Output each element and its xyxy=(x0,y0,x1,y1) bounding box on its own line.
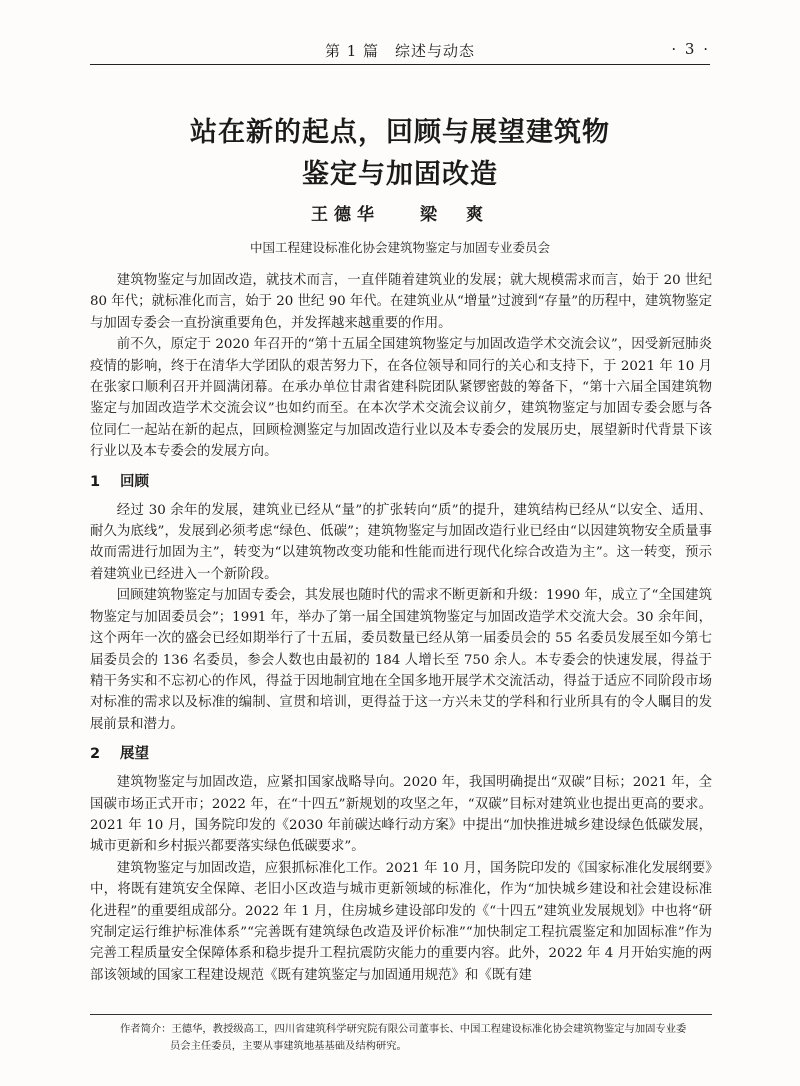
author-affiliation: 中国工程建设标准化协会建筑物鉴定与加固专业委员会 xyxy=(249,240,550,255)
section-heading-outlook xyxy=(90,743,712,765)
footnote-line-2: 员会主任委员，主要从事建筑地基基础及结构研究。 xyxy=(170,1040,407,1052)
paragraph: 经过 30 余年的发展，建筑业已经从“量”的扩张转向“质”的提升，建筑结构已经从“以安全、适用、耐久为底线”，发展到必须考虑“绿色、低碳”；建筑物鉴定与加固改造行业已经由“以因建筑物安全质量事故而需进行加固为主”，转变为“以建筑物改变功能和性能而进行现代化综合改造为主”。这一转变，预示着建筑业已经进入一个新阶段。 xyxy=(90,502,712,582)
author-1: 王德华 xyxy=(311,205,381,225)
running-header xyxy=(90,36,710,65)
section-title: 回顾 xyxy=(120,473,149,490)
section-number: 1 xyxy=(90,473,101,490)
page-number: · 3 · xyxy=(671,40,710,58)
paragraph: 前不久，原定于 2020 年召开的“第十五届全国建筑物鉴定与加固改造学术交流会议”，因受新冠肺炎疫情的影响，终于在清华大学团队的艰苦努力下，在各位领导和同行的关心和支持下，于 2021 年 10 月在张家口顺利召开并圆满闭幕。在承办单位甘肃省建科院团队紧锣密鼓的筹备下，“第十六届全国建筑物鉴定与加固改造学术交流会议”也如约而至。在本次学术交流会议前夕，建筑物鉴定与加固专委会愿与各位同仁一起站在新的起点，回顾检测鉴定与加固改造行业以及本专委会的发展历史，展望新时代背景下该行业以及本专委会的发展方向。 xyxy=(90,337,712,460)
author-list xyxy=(90,200,710,225)
paragraph: 建筑物鉴定与加固改造，应紧扣国家战略导向。2020 年，我国明确提出“双碳”目标；2021 年，全国碳市场正式开市；2022 年，在“十四五”新规划的攻坚之年，“双碳”目标对建筑业也提出更高的要求。2021 年 10 月，国务院印发的《2030 年前碳达峰行动方案》中提出“加快推进城乡建设绿色低碳发展，城市更新和乡村振兴都要落实绿色低碳要求”。 xyxy=(90,775,712,855)
author-2: 梁 爽 xyxy=(419,205,489,225)
section-heading-review xyxy=(90,471,712,493)
section-number: 2 xyxy=(90,746,101,763)
running-title: 第 1 篇 综述与动态 xyxy=(324,42,476,60)
paragraph: 建筑物鉴定与加固改造，应狠抓标准化工作。2021 年 10 月，国务院印发的《国家标准化发展纲要》中，将既有建筑安全保障、老旧小区改造与城市更新领域的标准化，作为“加快城乡建设和社会建设标准化进程”的重要组成部分。2022 年 1 月，住房城乡建设部印发的《“十四五”建筑业发展规划》中也将“研究制定运行维护标准体系”“完善既有建筑绿色改造及评价标准”“加快制定工程抗震鉴定和加固标准”作为完善工程质量安全保障体系和稳步提升工程抗震防灾能力的重要内容。此外，2022 年 4 月开始实施的两部该领域的国家工程建设规范《既有建筑鉴定与加固通用规范》和《既有建 xyxy=(90,860,712,983)
article-title xyxy=(90,112,710,196)
author-footnote xyxy=(90,1014,712,1055)
paragraph: 回顾建筑物鉴定与加固专委会，其发展也随时代的需求不断更新和升级：1990 年，成立了“全国建筑物鉴定与加固委员会”；1991 年，举办了第一届全国建筑物鉴定与加固改造学术交流大会。30 余年间，这个两年一次的盛会已经如期举行了十五届，委员数量已经从第一届委员会的 55 名委员发展至如今第七届委员会的 136 名委员，参会人数也由最初的 184 人增长至 750 余人。本专委会的快速发展，得益于精干务实和不忘初心的作风，得益于因地制宜地在全国多地开展学术交流活动，得益于适应不同阶段市场对标准的需求以及标准的编制、宣贯和培训，更得益于这一方兴未艾的学科和行业所具有的令人瞩目的发展前景和潜力。 xyxy=(90,588,712,732)
title-line-2: 鉴定与加固改造 xyxy=(302,159,498,190)
paragraph: 建筑物鉴定与加固改造，就技术而言，一直伴随着建筑业的发展；就大规模需求而言，始于 20 世纪 80 年代；就标准化而言，始于 20 世纪 90 年代。在建筑业从“增量”过渡到“存量”的历程中，建筑物鉴定与加固专委会一直扮演重要角色，并发挥越来越重要的作用。 xyxy=(90,273,713,331)
article-body xyxy=(90,270,712,986)
section-title: 展望 xyxy=(120,746,149,763)
footnote-line-1: 作者简介：王德华，教授级高工，四川省建筑科学研究院有限公司董事长、中国工程建设标准化协会建筑物鉴定与加固专业委 xyxy=(120,1023,687,1035)
title-line-1: 站在新的起点，回顾与展望建筑物 xyxy=(190,117,610,148)
